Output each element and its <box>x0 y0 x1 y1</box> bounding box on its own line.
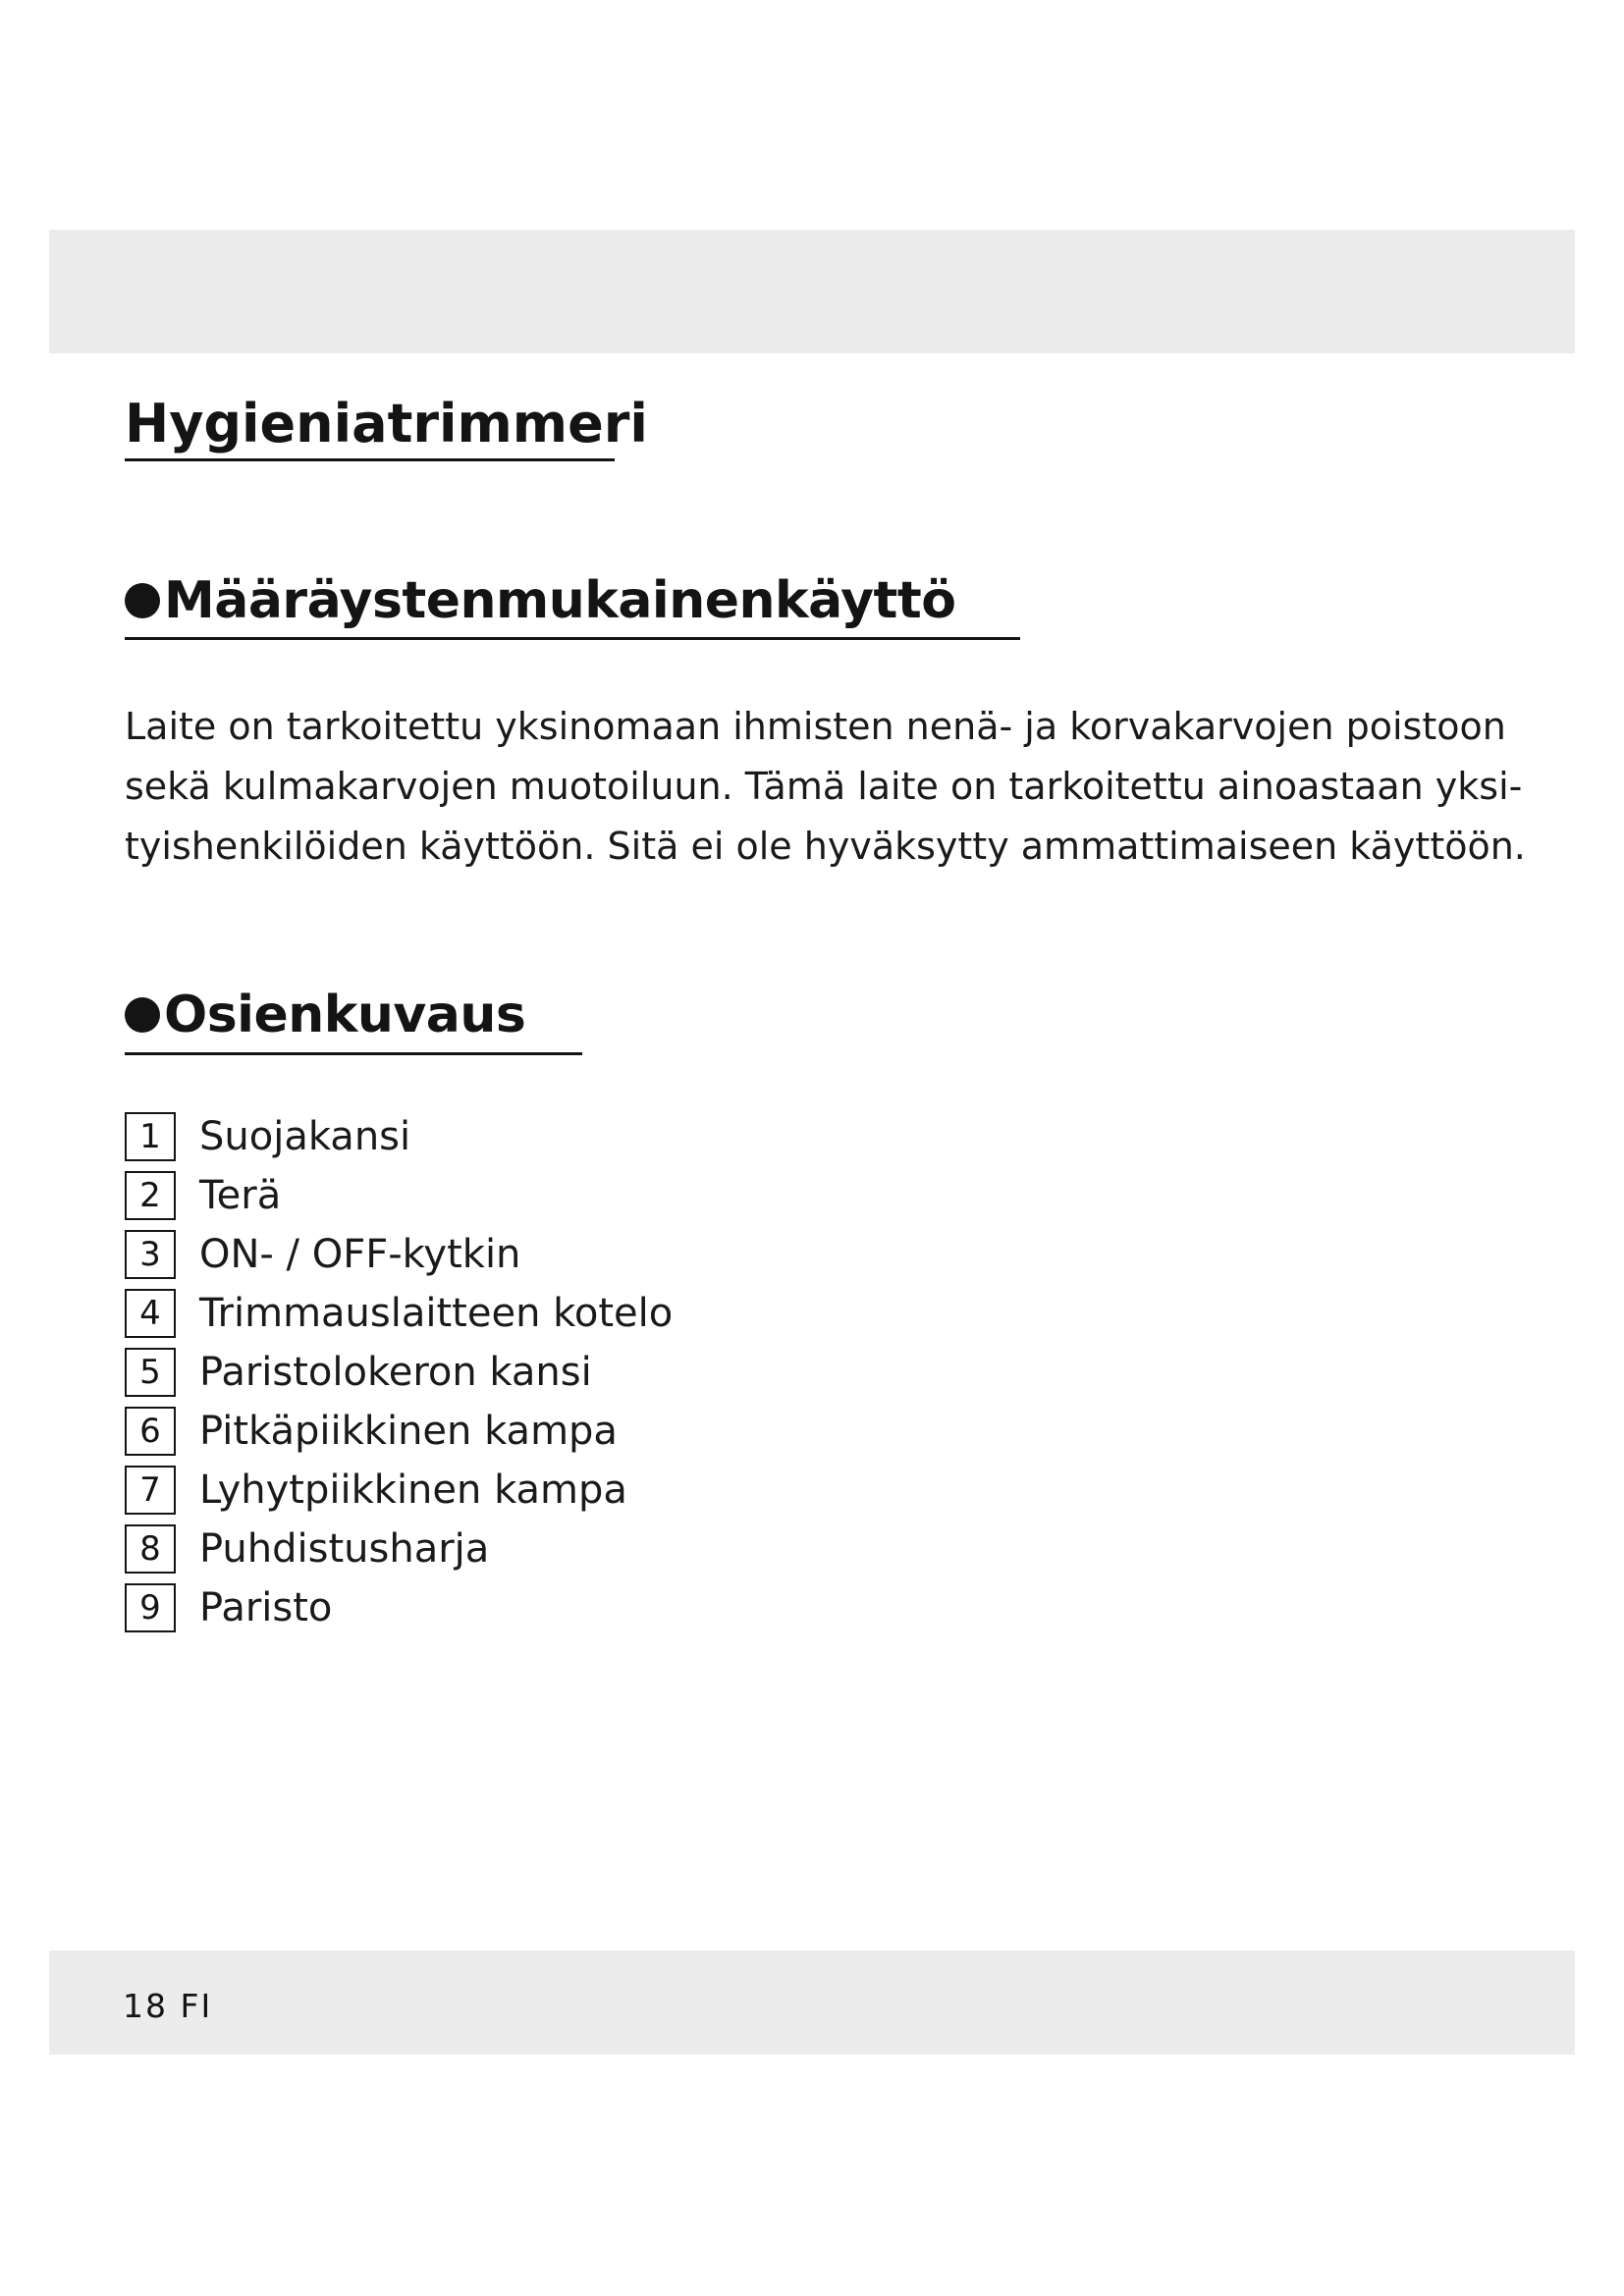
parts-list <box>125 1107 673 1637</box>
part-label: Paristo <box>199 1585 333 1630</box>
list-item <box>125 1461 673 1520</box>
footer-band <box>49 1950 1575 2055</box>
heading-underline <box>125 1052 582 1055</box>
bullet-icon <box>125 997 160 1033</box>
intended-use-paragraph <box>125 697 1526 877</box>
part-number-box: 8 <box>125 1524 176 1574</box>
header-band <box>49 230 1575 353</box>
paragraph-line: Laite on tarkoitettu yksinomaan ihmisten nenä- ja korvakarvojen poistoon <box>125 705 1506 748</box>
part-number-box: 9 <box>125 1583 176 1632</box>
part-number-box: 1 <box>125 1112 176 1161</box>
section-heading-label: Määräystenmukainenkäyttö <box>164 571 956 630</box>
part-label: Puhdistusharja <box>199 1526 490 1572</box>
list-item <box>125 1520 673 1578</box>
part-number-box: 2 <box>125 1171 176 1220</box>
page-number: 18 <box>123 1987 168 2025</box>
list-item <box>125 1225 673 1284</box>
list-item <box>125 1578 673 1637</box>
paragraph-line: tyishenkilöiden käyttöön. Sitä ei ole hyväksytty ammattimaiseen käyttöön. <box>125 825 1526 868</box>
part-label: Suojakansi <box>199 1114 411 1159</box>
part-number-box: 3 <box>125 1230 176 1279</box>
part-label: Trimmauslaitteen kotelo <box>199 1291 674 1336</box>
list-item <box>125 1343 673 1402</box>
part-label: ON- / OFF-kytkin <box>199 1232 521 1277</box>
section-heading-intended-use <box>125 571 955 630</box>
bullet-icon <box>125 583 160 618</box>
part-number-box: 5 <box>125 1348 176 1397</box>
language-code: FI <box>180 1987 213 2025</box>
part-label: Pitkäpiikkinen kampa <box>199 1409 618 1454</box>
list-item <box>125 1166 673 1225</box>
section-heading-parts <box>125 986 525 1044</box>
paragraph-line: sekä kulmakarvojen muotoiluun. Tämä laite on tarkoitettu ainoastaan yksi- <box>125 765 1523 808</box>
part-number-box: 6 <box>125 1407 176 1456</box>
part-label: Lyhytpiikkinen kampa <box>199 1468 627 1513</box>
title-underline <box>125 458 615 461</box>
part-number-box: 7 <box>125 1466 176 1515</box>
section-heading-label: Osienkuvaus <box>164 986 526 1044</box>
heading-underline <box>125 637 1020 640</box>
page-title: Hygieniatrimmeri <box>125 393 648 454</box>
part-label: Paristolokeron kansi <box>199 1350 592 1395</box>
part-label: Terä <box>199 1173 282 1218</box>
part-number-box: 4 <box>125 1289 176 1338</box>
list-item <box>125 1284 673 1343</box>
list-item <box>125 1107 673 1166</box>
page-footer <box>123 1987 212 2025</box>
list-item <box>125 1402 673 1461</box>
